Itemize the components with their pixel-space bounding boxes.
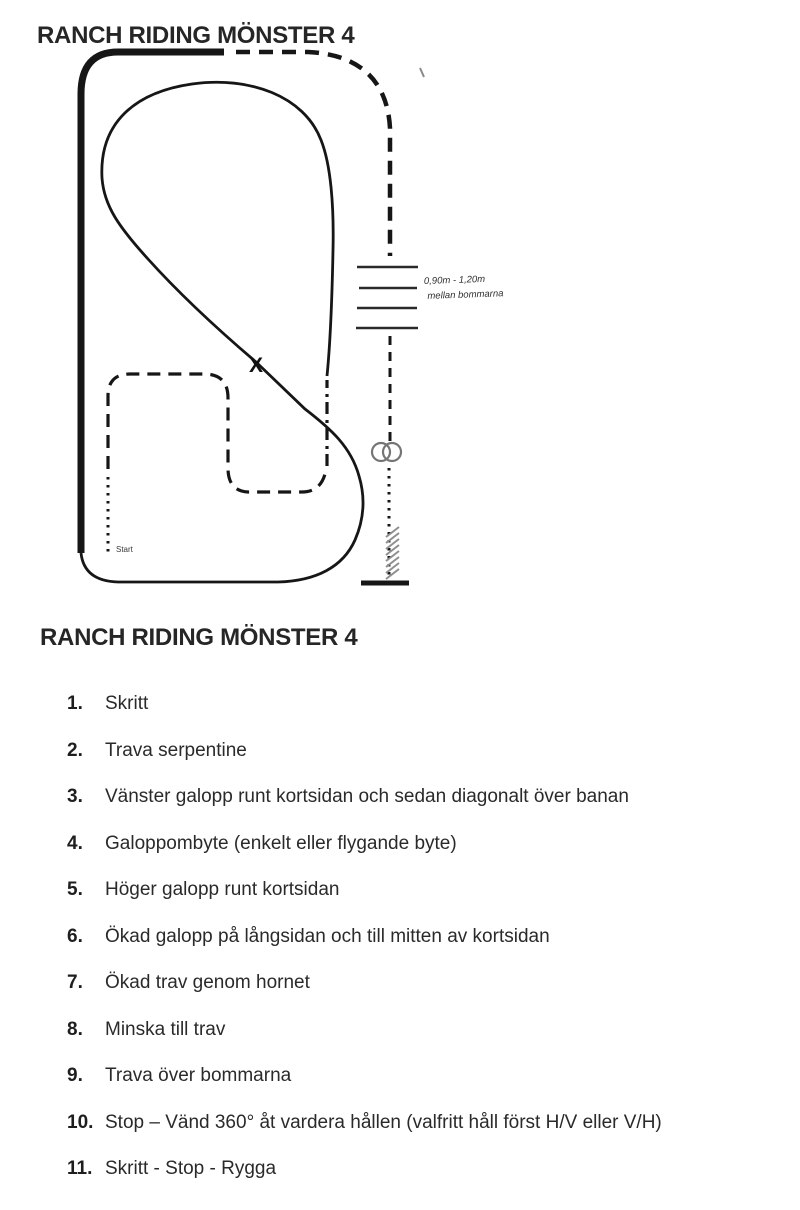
center-x-marker: X bbox=[249, 354, 264, 377]
page-title: RANCH RIDING MÖNSTER 4 bbox=[37, 22, 355, 49]
pattern-list-title: RANCH RIDING MÖNSTER 4 bbox=[40, 624, 358, 651]
list-item-number: 9. bbox=[67, 1065, 83, 1086]
stray-mark bbox=[420, 68, 424, 77]
list-item-text: Skritt - Stop - Rygga bbox=[105, 1158, 277, 1179]
trot-loop-path bbox=[81, 82, 363, 582]
spin-circle-left bbox=[372, 443, 390, 461]
trot-poles bbox=[356, 267, 418, 328]
list-item-number: 5. bbox=[67, 879, 83, 900]
list-item-text: Ökad galopp på långsidan och till mitten av kortsidan bbox=[105, 925, 550, 947]
list-item bbox=[40, 694, 780, 713]
list-item-number: 7. bbox=[67, 972, 83, 993]
spin-circle-right bbox=[383, 443, 401, 461]
list-item bbox=[40, 1159, 780, 1178]
list-item bbox=[40, 927, 780, 946]
start-label: Start bbox=[116, 545, 133, 554]
list-item-text: Minska till trav bbox=[105, 1018, 226, 1040]
poles-note-line1: 0,90m - 1,20m bbox=[423, 273, 486, 287]
list-item-number: 4. bbox=[67, 832, 83, 854]
list-item-text: Galoppombyte (enkelt eller flygande byte) bbox=[105, 832, 457, 854]
poles-note bbox=[424, 273, 504, 302]
list-item bbox=[40, 1113, 780, 1132]
list-item bbox=[40, 880, 780, 899]
list-item bbox=[40, 834, 780, 853]
list-item bbox=[40, 1020, 780, 1039]
list-item-number: 2. bbox=[67, 739, 83, 761]
list-item-text: Vänster galopp runt kortsidan och sedan diagonalt över banan bbox=[105, 786, 629, 807]
list-item bbox=[40, 787, 780, 806]
list-item-number: 8. bbox=[67, 1018, 83, 1040]
list-item-text: Ökad trav genom hornet bbox=[105, 972, 310, 993]
list-item-text: Trava över bommarna bbox=[105, 1065, 292, 1086]
list-item bbox=[40, 1066, 780, 1085]
list-item-text: Höger galopp runt kortsidan bbox=[105, 879, 340, 900]
canter-dashed-path bbox=[236, 52, 390, 256]
list-item bbox=[40, 741, 780, 760]
poles-note-line2: mellan bommarna bbox=[427, 288, 504, 302]
list-item-text: Stop – Vänd 360° åt vardera hållen (valfritt håll först H/V eller V/H) bbox=[105, 1111, 662, 1133]
list-item-number: 6. bbox=[67, 925, 83, 947]
list-item-text: Trava serpentine bbox=[105, 739, 247, 761]
list-item bbox=[40, 973, 780, 992]
arena-rail-line bbox=[81, 52, 224, 553]
list-item-number: 3. bbox=[67, 786, 83, 807]
list-item-number: 11. bbox=[67, 1158, 93, 1179]
list-item-text: Skritt bbox=[105, 693, 149, 714]
list-item-number: 1. bbox=[67, 693, 83, 714]
list-item-number: 10. bbox=[67, 1111, 94, 1133]
serpentine-dashed-path bbox=[108, 374, 325, 492]
backup-hatch-marks bbox=[386, 527, 399, 579]
pattern-step-list bbox=[40, 694, 780, 1206]
spin-symbol bbox=[372, 443, 401, 461]
